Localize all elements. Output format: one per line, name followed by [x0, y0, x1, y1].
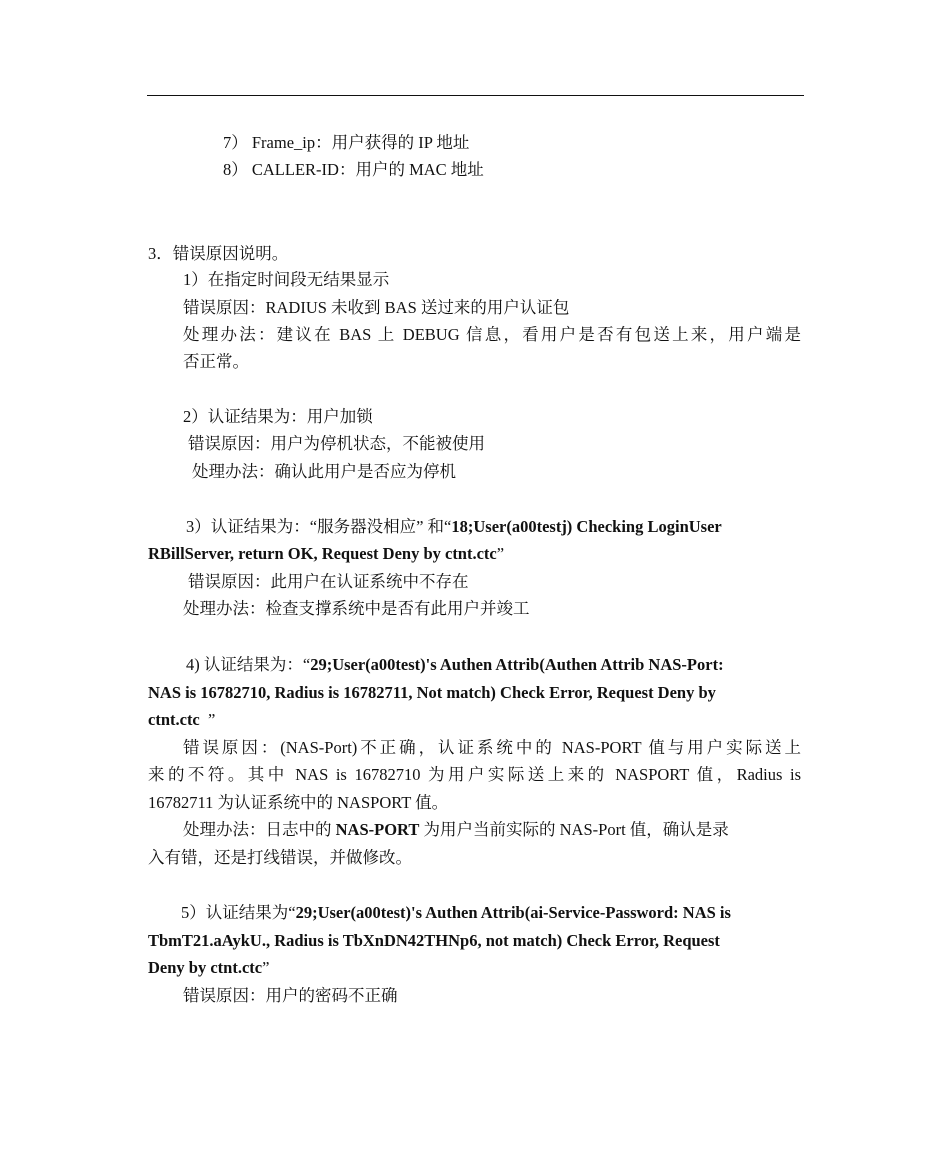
s3-heading-bold-1: 18;User(a00testj) Checking LoginUser [451, 517, 722, 536]
s5-heading-line1 [181, 903, 731, 923]
s3-close-quote: ” [496, 544, 505, 563]
s3-handle: 处理办法：检查支撑系统中是否有此用户并竣工 [183, 599, 530, 618]
s4-handle-line2: 入有错，还是打线错误，并做修改。 [148, 848, 412, 867]
s5-close-quote: ” [262, 958, 270, 977]
s1-handle-line2: 否正常。 [183, 352, 249, 371]
s2-handle: 处理办法：确认此用户是否应为停机 [192, 462, 456, 481]
s4-handle-bold: NAS-PORT [335, 820, 420, 839]
s4-heading-line2: NAS is 16782710, Radius is 16782711, Not match) Check Error, Request Deny by [148, 683, 716, 702]
item-8: 8） CALLER-ID：用户的 MAC 地址 [223, 160, 484, 179]
s4-close-quote: ” [208, 710, 216, 729]
item-7: 7） Frame_ip：用户获得的 IP 地址 [223, 133, 470, 152]
s4-heading-line3 [148, 710, 215, 730]
s3-heading-bold-2: RBillServer, return OK, Request Deny by ctnt.ctc [148, 544, 497, 563]
s4-handle-suffix: 为用户当前实际的 NAS-Port 值，确认是录 [419, 820, 729, 839]
s1-reason: 错误原因：RADIUS 未收到 BAS 送过来的用户认证包 [183, 298, 570, 317]
s3-heading-line1 [186, 517, 722, 537]
s5-heading-bold-3: Deny by ctnt.ctc [148, 958, 263, 977]
s4-handle-line1 [183, 820, 729, 840]
s3-heading-line2 [148, 544, 504, 564]
s3-heading-prefix: 3）认证结果为：“服务器没相应” 和“ [186, 517, 452, 536]
s4-heading-bold-3: ctnt.ctc [148, 710, 200, 729]
s5-heading-line3 [148, 958, 269, 978]
s5-reason: 错误原因：用户的密码不正确 [183, 986, 398, 1005]
s2-heading: 2）认证结果为：用户加锁 [183, 407, 373, 426]
s4-reason-line2: 来的不符。其中 NAS is 16782710 为用户实际送上来的 NASPORT 值，Radius is [148, 765, 801, 784]
s4-heading-bold-1: 29;User(a00test)'s Authen Attrib(Authen Attrib NAS-Port: [310, 655, 724, 674]
s5-heading-bold-1: 29;User(a00test)'s Authen Attrib(ai-Service-Password: NAS is [295, 903, 731, 922]
section-title: 3．错误原因说明。 [148, 244, 289, 263]
s1-heading: 1）在指定时间段无结果显示 [183, 270, 390, 289]
s4-heading-prefix: 4) 认证结果为：“ [186, 655, 311, 674]
s1-handle-line1: 处理办法：建议在 BAS 上 DEBUG 信息，看用户是否有包送上来，用户端是 [183, 325, 801, 344]
header-rule [147, 95, 804, 96]
s3-reason: 错误原因：此用户在认证系统中不存在 [188, 572, 469, 591]
s4-handle-prefix: 处理办法：日志中的 [183, 820, 336, 839]
s4-reason-line1: 错误原因：(NAS-Port)不正确，认证系统中的 NAS-PORT 值与用户实际送上 [183, 738, 801, 757]
s4-reason-line3: 16782711 为认证系统中的 NASPORT 值。 [148, 793, 449, 812]
s5-heading-prefix: 5）认证结果为“ [181, 903, 296, 922]
s4-heading-line1 [186, 655, 724, 675]
s5-heading-line2: TbmT21.aAykU., Radius is TbXnDN42THNp6, not match) Check Error, Request [148, 931, 720, 950]
s2-reason: 错误原因：用户为停机状态，不能被使用 [188, 434, 485, 453]
